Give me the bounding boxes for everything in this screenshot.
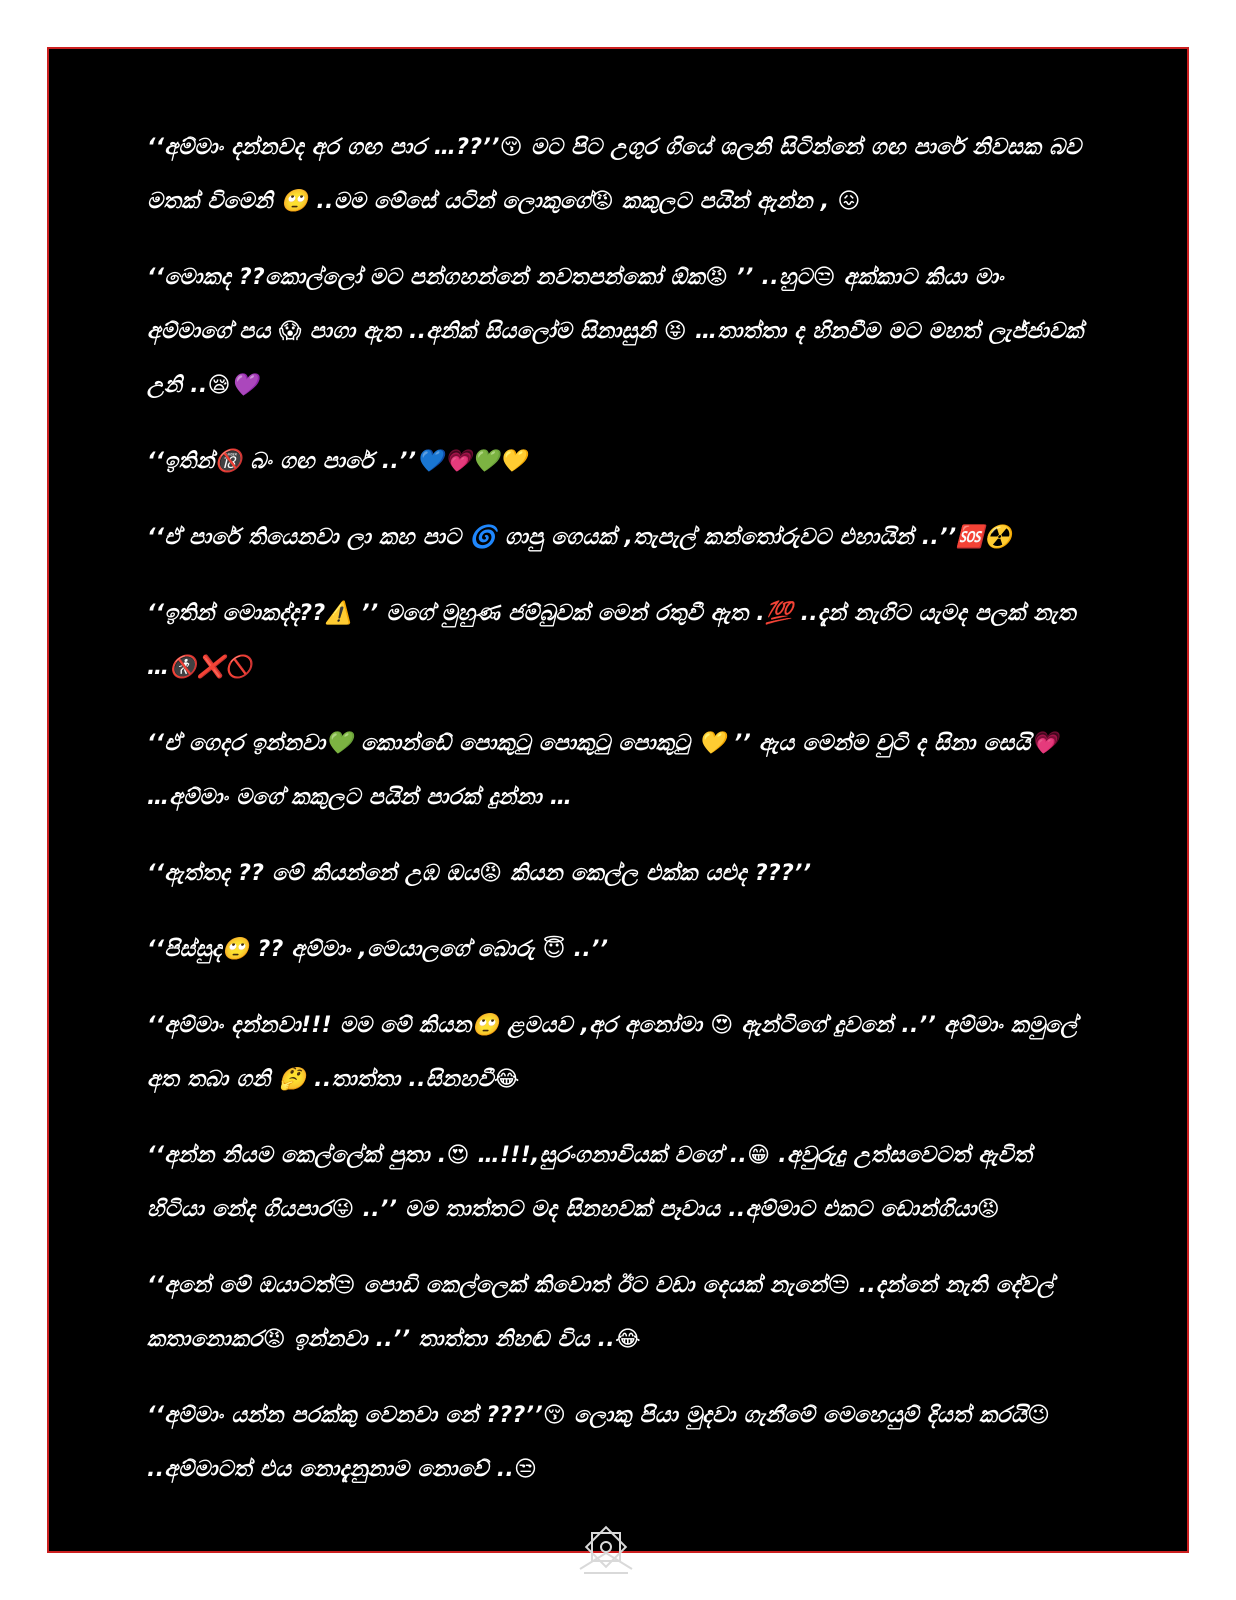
ornament-icon	[574, 1523, 638, 1575]
paragraph: ‘‘ඒ ගෙදර ඉන්නවා💚 කොන්ඩේ පොකුටු පොකුටු පොකුටු 💛 ’’ ඇය මෙන්ම චුටි ද සිනා සෙයි💗 …අම්මාං මගේ කකුලට පයින් පාරක් දුන්නා …	[147, 731, 1059, 810]
paragraph: ‘‘ඉතින් මොකද්ද??⚠️ ’’ මගේ මුහුණ ජම්බුවක් මෙන් රතුවී ඇත .💯 ..දැන් නැගිට යැමද පලක් නැත …🚷❌🚫	[147, 601, 1076, 680]
paragraph: ‘‘අනේ මේ ඔයාටත්😒 පොඩි කෙල්ලෙක් කිවොත් ඊට වඩා දෙයක් නැනේ😒 ..දන්නේ නැති දේවල් කතානොකර😡 ඉන්නවා ..’’ තාත්තා නිහඬ විය ..😂	[147, 1273, 1054, 1352]
paragraph: ‘‘අන්න නියම කෙල්ලේක් පුතා .😍 …!!!,සුරංගනාවියක් වගේ ..😁 .අවුරුදු උත්සවෙටත් ඇවිත් හිටියා නේද ගියපාර😜 ..’’ මම තාත්තට මද සිනහවක් පෑවාය ..අම්මාට එකට ඩොන්ගියා😡	[147, 1143, 1033, 1222]
story-text	[147, 121, 1087, 1519]
paragraph: ‘‘අම්මාං දන්නවද අර ගඟ පාර …??’’😚 මට පිට උගුර ගියේ ශලනි සිටින්නේ ගඟ පාරේ නිවසක බව මතක් විමෙනි 🙄 ..මම මේසේ යටින් ලොකුගේ😡 කකුලට පයින් ඇන්න , 😖	[147, 135, 1082, 214]
paragraph: ‘‘මොකද ??කොල්ලෝ මට පන්ගහන්නේ නවතපන්කෝ ඕක😡 ’’ ..හුට😒 අක්කාට කියා මාං අම්මාගේ පය 😱 පාගා ඇත ..අනික් සියලෝම සිනාසුනි 😝 …තාත්තා ද හිනවීම මට මහත් ලැජ්ජාවක් උනි ..😪💜	[147, 265, 1084, 398]
paragraph: ‘‘පිස්සුද🙄 ?? අම්මාං ,මෙයාලගේ බොරු 😇 ..’’	[147, 937, 609, 962]
paragraph: ‘‘ඒ පාරේ තියෙනවා ලා කහ පාට 🌀 ගාපු ගෙයක් ,තැපැල් කන්තෝරුවට එහායින් ..’’🆘☢️	[147, 525, 1012, 550]
paragraph: ‘‘අම්මාං දන්නවා!!! මම මේ කියන🙄 ළමයව ,අර අනෝමා 😍 ඇන්ටිගේ දුවනේ ..’’ අම්මාං කමුලේ අත තබා ගනි 🤔 ..තාත්තා ..සිනහවී😂	[147, 1013, 1078, 1092]
paragraph: ‘‘ඇත්තද ?? මේ කියන්නේ උඹ ඔය😡 කියන කෙල්ල එක්ක යළුද ???’’	[147, 861, 812, 886]
paragraph: ‘‘අම්මාං යන්න පරක්කු වෙනවා නේ ???’’😚 ලොකු පියා මුදවා ගැනීමේ මෙහෙයුම් දියත් කරයි😉 ..අම්මාටත් එය නොදැනුනාම නොවේ ..😒	[147, 1403, 1051, 1482]
page-frame	[47, 47, 1189, 1553]
paragraph: ‘‘ඉතින්🔞 බං ගඟ පාරේ ..’’💙💗💚💛	[147, 449, 528, 474]
